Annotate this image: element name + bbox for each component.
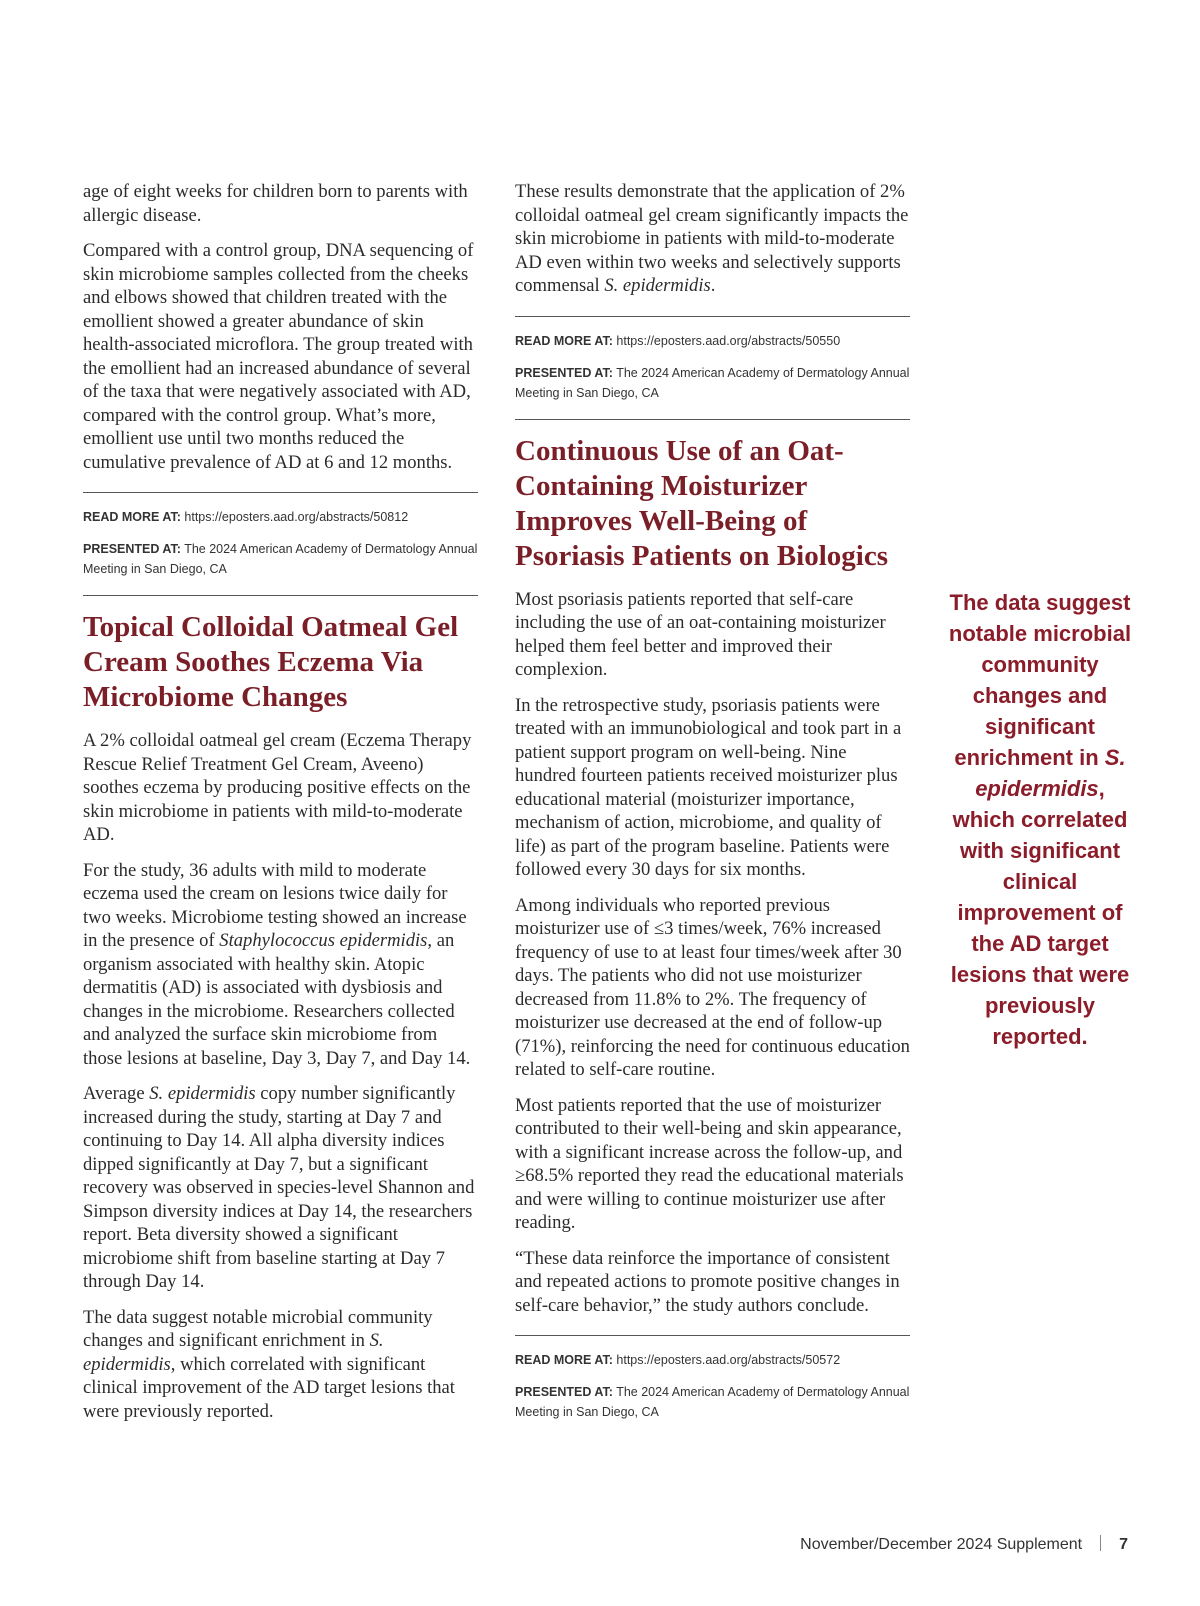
- species-name: S. epidermidis: [149, 1083, 256, 1104]
- presented-label: PRESENTED AT:: [83, 542, 181, 556]
- article3-paragraph-4: Most patients reported that the use of moisturizer contributed to their well-being and skin appearance, with a significant increase across the follow-up, and ≥68.5% reported they read the educational materials and were willing to continue moisturizer use after reading.: [515, 1094, 904, 1233]
- divider: [83, 595, 478, 596]
- species-name: S. epidermidis: [83, 1330, 384, 1375]
- read-more-link[interactable]: https://eposters.aad.org/abstracts/50550: [616, 333, 841, 348]
- footer-separator: [1100, 1535, 1101, 1551]
- read-more-line: [515, 1350, 910, 1370]
- read-more-label: READ MORE AT:: [515, 1353, 613, 1367]
- page-number: 7: [1119, 1536, 1128, 1553]
- article2-paragraph-4: The data suggest notable microbial community changes and significant enrichment in S. epidermidis, which correlated with significant clinical improvement of the AD target lesions that were previously reported.: [83, 1306, 455, 1422]
- divider: [515, 1335, 910, 1336]
- article3-paragraph-2: In the retrospective study, psoriasis patients were treated with an immunobiological and took part in a patient support program on well-being. Nine hundred fourteen patients received moisturizer plus educational material (moisturizer importance, mechanism of action, microbiome, and quality of life) as part of the program baseline. Patients were followed every 30 days for six months.: [515, 694, 902, 880]
- article3-paragraph-5: “These data reinforce the importance of consistent and repeated actions to promote positive changes in self-care behavior,” the study authors conclude.: [515, 1247, 900, 1316]
- article3-paragraph-3: Among individuals who reported previous moisturizer use of ≤3 times/week, 76% increased frequency of use to at least four times/week after 30 days. The patients who did not use moisturizer decreased from 11.8% to 2%. The frequency of moisturizer use decreased at the end of follow-up (71%), reinforcing the need for continuous education related to self-care routine.: [515, 894, 910, 1080]
- article2-paragraph-3: Average S. epidermidis copy number significantly increased during the study, starting at Day 7 and continuing to Day 14. All alpha diversity indices dipped significantly at Day 7, but a significant recovery was observed in species-level Shannon and Simpson diversity indices at Day 14, the researchers report. Beta diversity showed a significant microbiome shift from baseline starting at Day 7 through Day 14.: [83, 1083, 475, 1292]
- read-more-label: READ MORE AT:: [515, 333, 613, 348]
- read-more-line: [83, 507, 478, 527]
- read-more-link[interactable]: https://eposters.aad.org/abstracts/50572: [616, 1353, 841, 1367]
- presented-text: The 2024 American Academy of Dermatology Annual Meeting in San Diego, CA: [83, 542, 478, 576]
- read-more-link[interactable]: https://eposters.aad.org/abstracts/50812: [184, 510, 409, 524]
- species-name: Staphylococcus epidermidis: [219, 930, 428, 951]
- read-more-label: READ MORE AT:: [83, 510, 181, 524]
- presented-label: PRESENTED AT:: [515, 365, 613, 380]
- article2-paragraph-2: For the study, 36 adults with mild to moderate eczema used the cream on lesions twice daily for two weeks. Microbiome testing showed an increase in the presence of Staphylococcus epidermidis, an organism associated with healthy skin. Atopic dermatitis (AD) is associated with dysbiosis and changes in the microbiome. Researchers collected and analyzed the surface skin microbiome from those lesions at baseline, Day 3, Day 7, and Day 14.: [83, 859, 471, 1069]
- presented-text: The 2024 American Academy of Dermatology Annual Meeting in San Diego, CA: [515, 1385, 910, 1419]
- article2-title: Topical Colloidal Oatmeal Gel Cream Soothes Eczema Via Microbiome Changes: [83, 611, 459, 713]
- presented-label: PRESENTED AT:: [515, 1385, 613, 1399]
- middle-column: [515, 180, 910, 1438]
- presented-line: [515, 363, 910, 403]
- page-footer: [800, 1535, 1128, 1554]
- article1-meta: [83, 507, 478, 579]
- article2-paragraph-1: A 2% colloidal oatmeal gel cream (Eczema Therapy Rescue Relief Treatment Gel Cream, Aveeno) soothes eczema by producing positive effects on the skin microbiome in patients with mild-to-moderate AD.: [83, 730, 472, 845]
- read-more-line: [515, 331, 910, 351]
- divider: [515, 419, 910, 420]
- article2-meta: [515, 331, 910, 403]
- pull-quote: The data suggest notable microbial community changes and significant enrichment in S. epidermidis, which correlated with significant clinical improvement of the AD target lesions that were previously reported.: [948, 590, 1132, 1049]
- left-column: [83, 180, 478, 1435]
- intro-paragraph-1: age of eight weeks for children born to parents with allergic disease.: [83, 181, 468, 226]
- presented-line: [515, 1382, 910, 1422]
- intro-paragraph-2: Compared with a control group, DNA sequencing of skin microbiome samples collected from the cheeks and elbows showed that children treated with the emollient showed a greater abundance of skin health-associated microflora. The group treated with the emollient had an increased abundance of several of the taxa that were negatively associated with AD, compared with the control group. What’s more, emollient use until two months reduced the cumulative prevalence of AD at 6 and 12 months.: [83, 240, 474, 473]
- article3-title: Continuous Use of an Oat-Containing Moisturizer Improves Well-Being of Psoriasis Patients on Biologics: [515, 434, 888, 572]
- species-name: S. epidermidis: [975, 745, 1126, 801]
- divider: [515, 316, 910, 317]
- divider: [83, 492, 478, 493]
- article2-paragraph-5: These results demonstrate that the application of 2% colloidal oatmeal gel cream significantly impacts the skin microbiome in patients with mild-to-moderate AD even within two weeks and selectively supports commensal S. epidermidis.: [515, 181, 909, 296]
- article3-meta: [515, 1350, 910, 1422]
- issue-label: November/December 2024 Supplement: [800, 1536, 1083, 1553]
- article3-paragraph-1: Most psoriasis patients reported that self-care including the use of an oat-containing moisturizer helped them feel better and improved their complexion.: [515, 588, 886, 680]
- presented-text: The 2024 American Academy of Dermatology Annual Meeting in San Diego, CA: [515, 365, 910, 400]
- presented-line: [83, 539, 478, 579]
- species-name: S. epidermidis: [604, 275, 711, 296]
